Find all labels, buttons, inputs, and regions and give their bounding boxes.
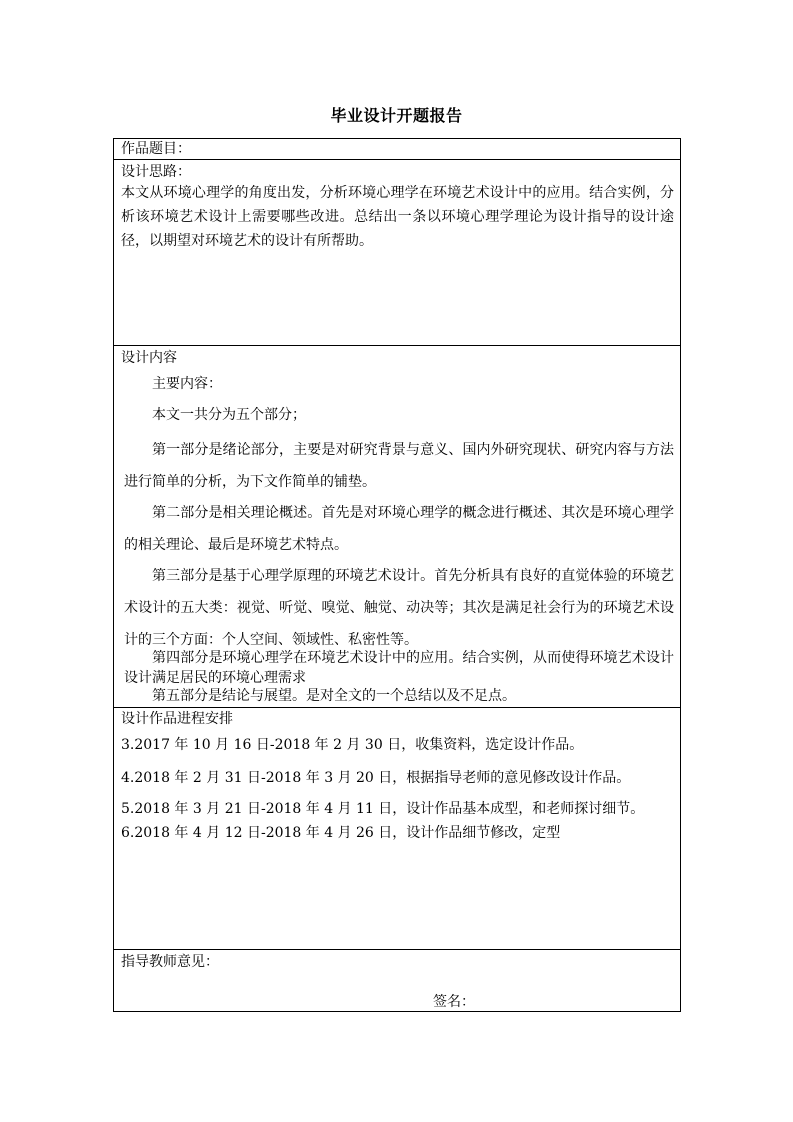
design-idea-row xyxy=(114,159,680,346)
schedule-item-3: 5.2018 年 3 月 21 日-2018 年 4 月 11 日，设计作品基本成型，和老师探讨细节。 xyxy=(121,801,645,817)
report-table xyxy=(113,138,681,1012)
schedule-item-2: 4.2018 年 2 月 31 日-2018 年 3 月 20 日，根据指导老师的意见修改设计作品。 xyxy=(121,770,631,786)
content-part-4: 第四部分是环境心理学在环境艺术设计中的应用。结合实例，从而使得环境艺术设计设计满足居民的环境心理需求 xyxy=(124,650,674,686)
schedule-item-1: 3.2017 年 10 月 16 日-2018 年 2 月 30 日，收集资料，选定设计作品。 xyxy=(121,737,584,753)
topic-row xyxy=(114,139,680,159)
topic-label: 作品题目： xyxy=(121,141,191,157)
content-part-5: 第五部分是结论与展望。是对全文的一个总结以及不足点。 xyxy=(152,688,516,704)
content-part-2: 第二部分是相关理论概述。首先是对环境心理学的概念进行概述、其次是环境心理学的相关理论、最后是环境艺术特点。 xyxy=(124,505,674,553)
content-part-3: 第三部分是基于心理学原理的环境艺术设计。首先分析具有良好的直觉体验的环境艺术设计的五大类：视觉、听觉、嗅觉、触觉、动决等；其次是满足社会行为的环境艺术设计的三个方面：个人空间、领域性、私密性等。 xyxy=(124,568,674,648)
schedule-label: 设计作品进程安排 xyxy=(121,711,233,727)
advisor-label: 指导教师意见： xyxy=(121,954,219,970)
schedule-item-4: 6.2018 年 4 月 12 日-2018 年 4 月 26 日，设计作品细节修改，定型 xyxy=(121,825,561,841)
content-intro: 本文一共分为五个部分； xyxy=(152,407,306,423)
design-idea-label: 设计思路： xyxy=(121,164,191,180)
design-idea-text: 本文从环境心理学的角度出发，分析环境心理学在环境艺术设计中的应用。结合实例，分析该环境艺术设计上需要哪些改进。总结出一条以环境心理学理论为设计指导的设计途径，以期望对环境艺术的设计有所帮助。 xyxy=(121,185,674,249)
main-content-label: 主要内容： xyxy=(152,376,222,392)
schedule-row xyxy=(114,707,680,950)
design-content-label: 设计内容 xyxy=(121,350,177,366)
signature-label: 签名： xyxy=(433,994,475,1010)
content-part-1: 第一部分是绪论部分，主要是对研究背景与意义、国内外研究现状、研究内容与方法进行简单的分析，为下文作简单的铺垫。 xyxy=(124,442,674,490)
design-content-row xyxy=(114,345,680,708)
page-title: 毕业设计开题报告 xyxy=(330,106,463,125)
advisor-row xyxy=(114,949,680,1012)
